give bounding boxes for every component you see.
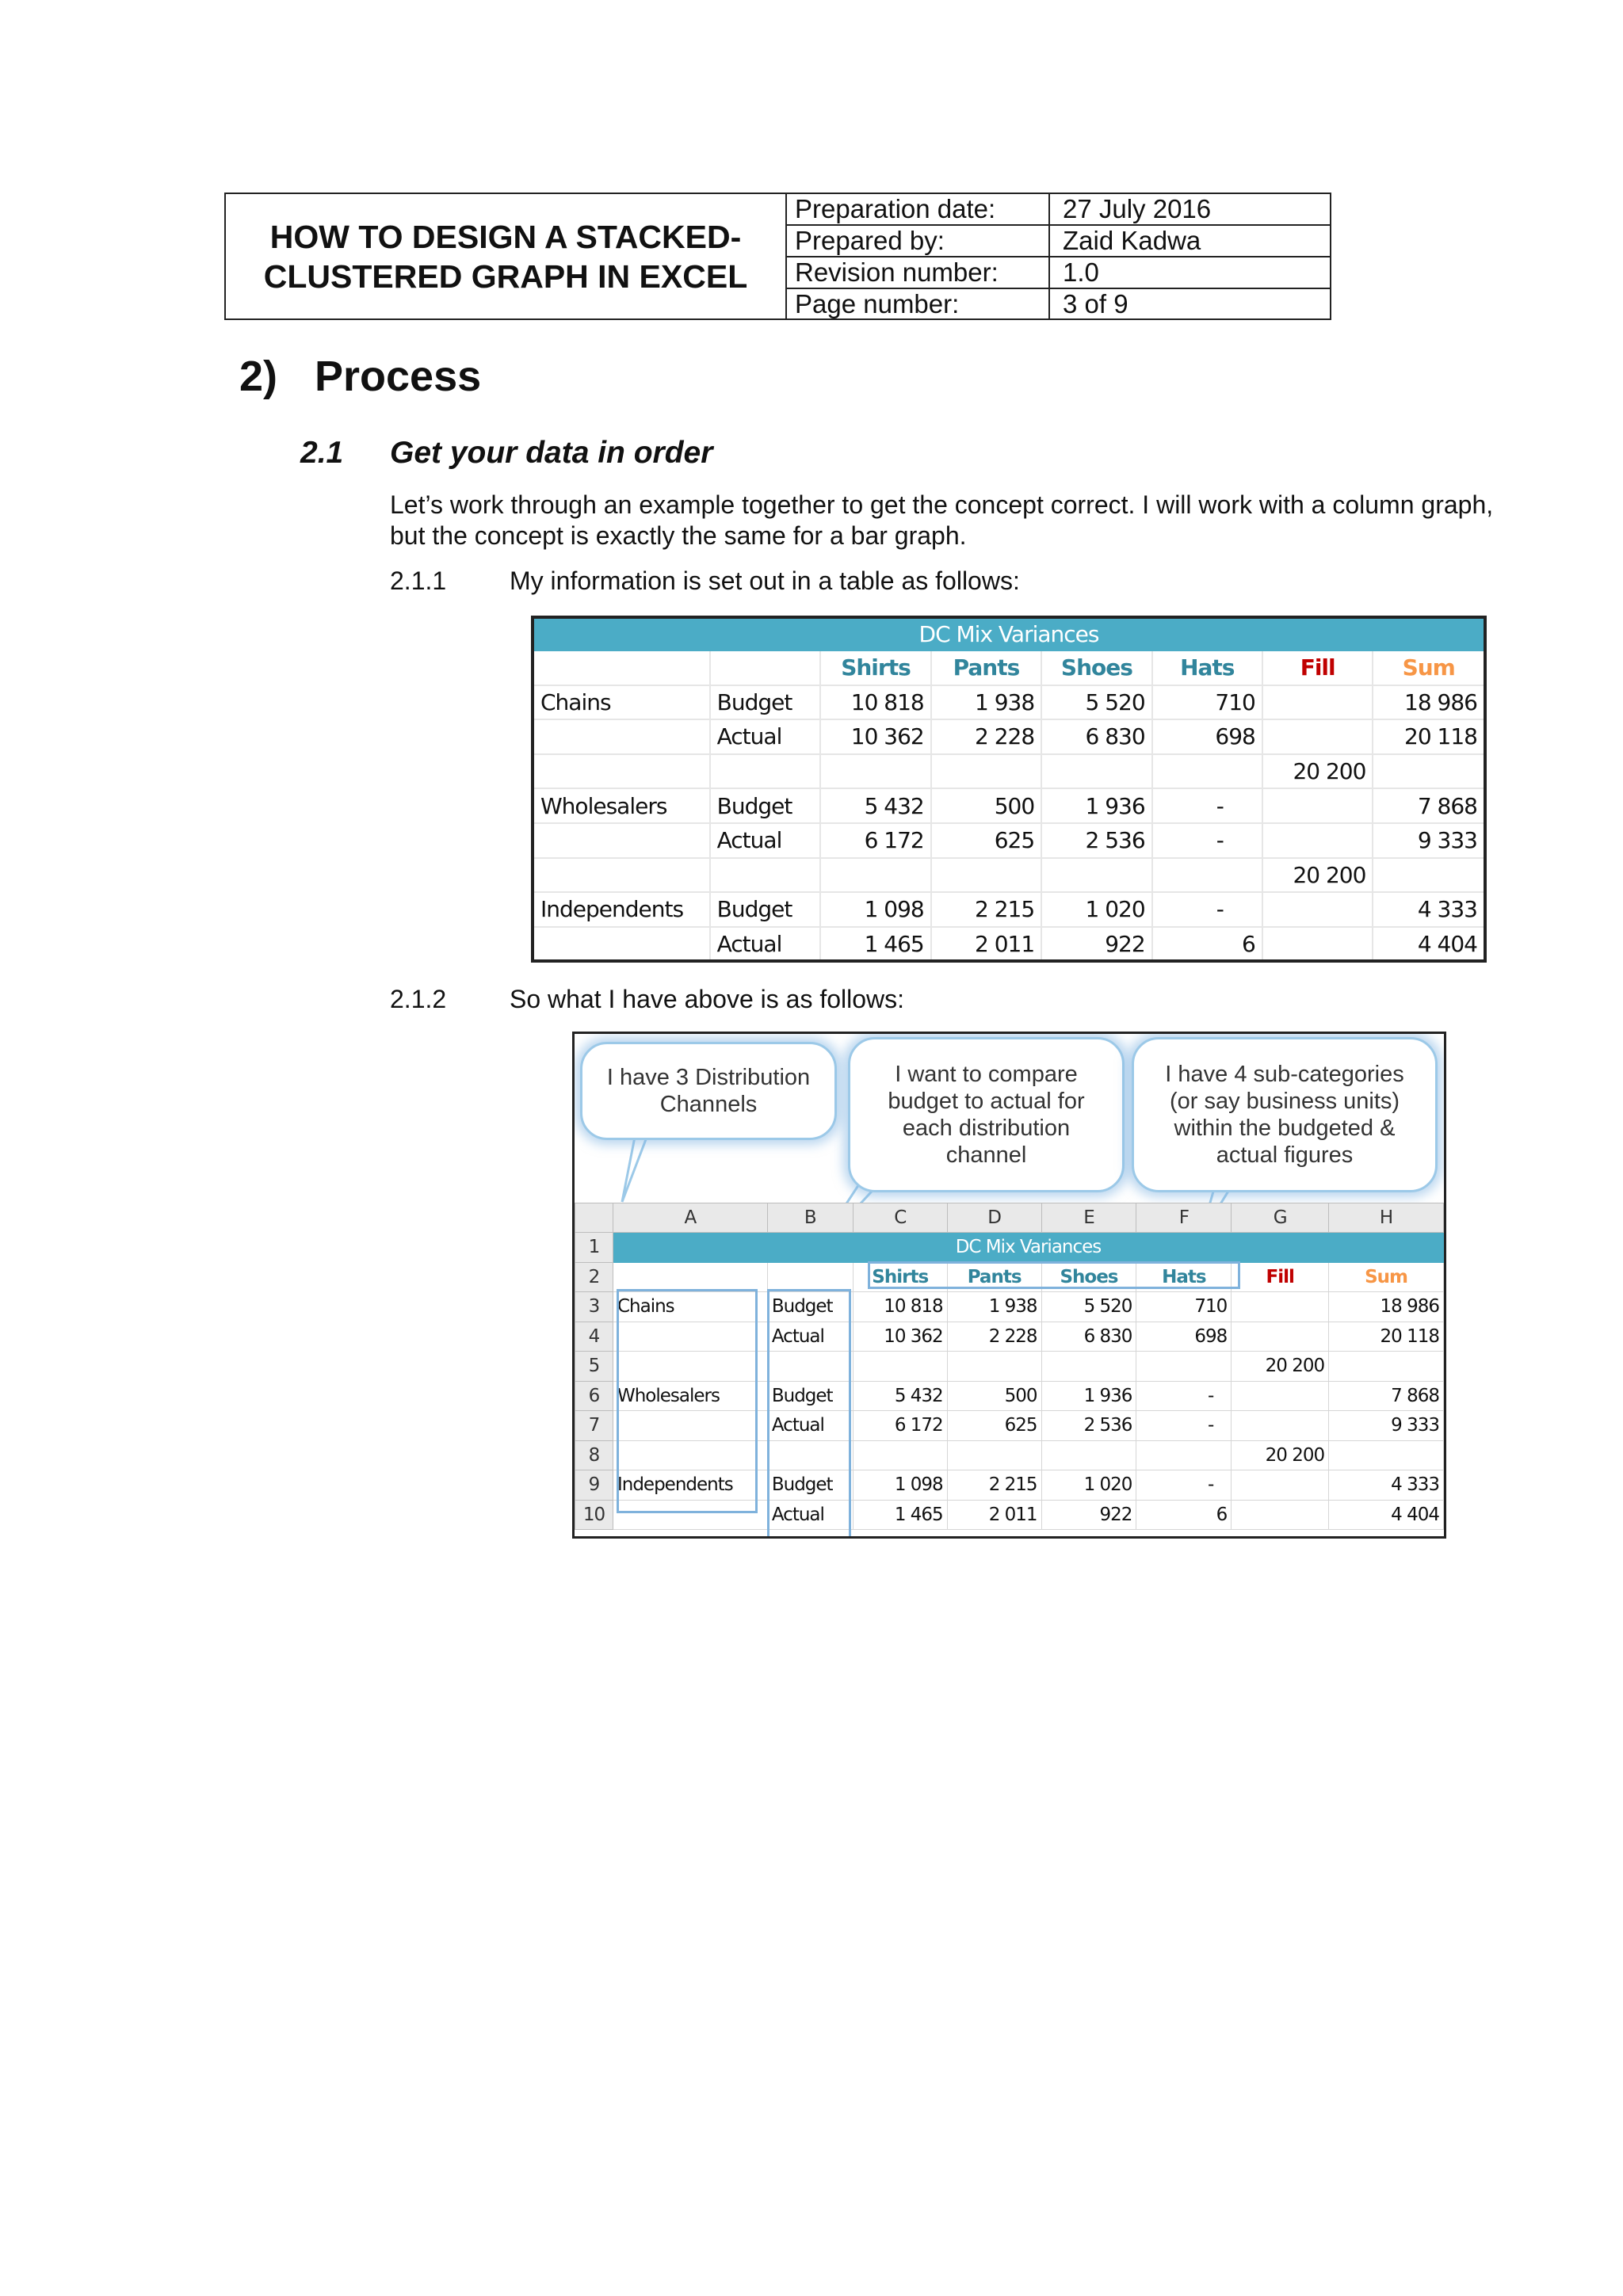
sheet-cell[interactable]: Actual [767, 1322, 853, 1352]
table-cell: 5 520 [1041, 685, 1152, 720]
column-header-d[interactable]: D [947, 1203, 1041, 1233]
sheet-cell[interactable]: Independents [613, 1470, 767, 1501]
table-cell: 18 986 [1373, 685, 1485, 720]
sheet-cell[interactable]: Wholesalers [613, 1381, 767, 1411]
document-title: HOW TO DESIGN A STACKED- CLUSTERED GRAPH IN EXCEL [263, 218, 748, 295]
column-header-b[interactable]: B [767, 1203, 853, 1233]
table-title-row [533, 617, 1485, 650]
callout-distribution-channels: I have 3 Distribution Channels [580, 1042, 837, 1140]
sheet-cell[interactable]: Budget [767, 1292, 853, 1322]
table-cell: 710 [1152, 685, 1262, 720]
table-cell: 20 200 [1262, 858, 1373, 893]
sheet-cell[interactable] [613, 1262, 767, 1292]
sheet-cell[interactable]: 6 172 [853, 1411, 947, 1441]
callout-sub-categories: I have 4 sub-categories (or say business units) within the budgeted & actual figures [1132, 1037, 1438, 1192]
row-header[interactable]: 5 [575, 1352, 613, 1382]
sheet-cell[interactable] [853, 1440, 947, 1470]
sheet-cell[interactable]: 2 215 [947, 1470, 1041, 1501]
column-header-e[interactable]: E [1041, 1203, 1136, 1233]
table-cell [1262, 719, 1373, 754]
sheet-cell[interactable]: 500 [947, 1381, 1041, 1411]
row-header[interactable]: 3 [575, 1292, 613, 1322]
sheet-title[interactable]: DC Mix Variances [613, 1233, 1443, 1263]
table-cell: 2 228 [931, 719, 1041, 754]
table-cell: - [1152, 823, 1262, 858]
sheet-cell[interactable]: Actual [767, 1500, 853, 1530]
meta-label: Revision number: [787, 257, 1050, 288]
row-type [710, 754, 821, 789]
row-channel [533, 754, 710, 789]
table-cell [1041, 754, 1152, 789]
document-meta [787, 194, 1330, 318]
row-type: Budget [710, 892, 821, 927]
table-cell: - [1152, 788, 1262, 823]
sheet-cell[interactable] [947, 1352, 1041, 1382]
meta-page-number [787, 289, 1330, 319]
table-cell: 20 200 [1262, 754, 1373, 789]
sheet-cell[interactable] [947, 1440, 1041, 1470]
section-title: Process [315, 353, 482, 400]
sheet-cell[interactable]: 10 362 [853, 1322, 947, 1352]
sheet-cell[interactable]: 1 020 [1041, 1470, 1136, 1501]
table-title: DC Mix Variances [533, 617, 1485, 650]
row-type: Actual [710, 719, 821, 754]
row-header[interactable]: 10 [575, 1500, 613, 1530]
sheet-cell[interactable]: 10 818 [853, 1292, 947, 1322]
table-cell: - [1152, 892, 1262, 927]
sheet-header-cell[interactable]: Hats [1136, 1262, 1232, 1292]
row-channel: Independents [533, 892, 710, 927]
sheet-cell[interactable] [1232, 1411, 1329, 1441]
row-header[interactable]: 6 [575, 1381, 613, 1411]
table-cell [931, 858, 1041, 893]
table-cell [1262, 685, 1373, 720]
document-title-cell [226, 194, 787, 318]
row-type: Actual [710, 823, 821, 858]
table-row [533, 788, 1485, 823]
sheet-cell[interactable] [1329, 1352, 1444, 1382]
meta-label: Prepared by: [787, 226, 1050, 256]
sheet-cell[interactable] [1136, 1352, 1232, 1382]
table-cell: 20 118 [1373, 719, 1485, 754]
table-cell [1262, 927, 1373, 962]
table-cell: 625 [931, 823, 1041, 858]
sheet-cell[interactable]: 9 333 [1329, 1411, 1444, 1441]
highlight-box-distribution-channels [617, 1289, 758, 1513]
sheet-cell[interactable]: 4 333 [1329, 1470, 1444, 1501]
table-cell [820, 858, 931, 893]
column-header-h[interactable]: H [1329, 1203, 1444, 1233]
sheet-cell[interactable]: 7 868 [1329, 1381, 1444, 1411]
table-cell: 1 936 [1041, 788, 1152, 823]
intro-paragraph: Let’s work through an example together to get the concept correct. I will work with a column graph, but the concept is exactly the same for a bar graph. [390, 490, 1494, 550]
table-row [533, 754, 1485, 789]
meta-value: 1.0 [1063, 257, 1099, 287]
sheet-cell[interactable]: 6 830 [1041, 1322, 1136, 1352]
table-cell: 698 [1152, 719, 1262, 754]
sheet-cell[interactable] [853, 1352, 947, 1382]
sheet-cell[interactable] [1232, 1470, 1329, 1501]
header-blank [533, 650, 710, 685]
sheet-cell[interactable] [1329, 1440, 1444, 1470]
sheet-cell[interactable] [767, 1262, 853, 1292]
header-pants: Pants [931, 650, 1041, 685]
row-header[interactable]: 8 [575, 1440, 613, 1470]
row-type [710, 858, 821, 893]
sheet-cell[interactable]: - [1136, 1470, 1232, 1501]
sheet-cell[interactable]: 2 536 [1041, 1411, 1136, 1441]
sheet-cell[interactable] [1041, 1352, 1136, 1382]
column-header-a[interactable]: A [613, 1203, 767, 1233]
sheet-header-cell[interactable]: Shirts [853, 1262, 947, 1292]
column-header-g[interactable]: G [1232, 1203, 1329, 1233]
table-cell [1373, 754, 1485, 789]
header-shirts: Shirts [820, 650, 931, 685]
table-cell [1262, 892, 1373, 927]
row-channel [533, 823, 710, 858]
table-cell: 4 333 [1373, 892, 1485, 927]
sheet-cell[interactable]: 1 098 [853, 1470, 947, 1501]
sheet-row [575, 1233, 1444, 1263]
meta-value: Zaid Kadwa [1063, 226, 1201, 255]
row-header[interactable]: 9 [575, 1470, 613, 1501]
sheet-cell[interactable]: 18 986 [1329, 1292, 1444, 1322]
meta-label: Preparation date: [787, 194, 1050, 224]
excel-screenshot-figure [572, 1032, 1446, 1539]
table-cell: 10 362 [820, 719, 931, 754]
dc-mix-variances-table [531, 616, 1487, 963]
table-cell: 1 098 [820, 892, 931, 927]
table-row [533, 892, 1485, 927]
table-cell: 922 [1041, 927, 1152, 962]
column-header-f[interactable]: F [1136, 1203, 1232, 1233]
sheet-cell[interactable]: 5 520 [1041, 1292, 1136, 1322]
table-cell: 7 868 [1373, 788, 1485, 823]
sheet-cell[interactable]: Chains [613, 1292, 767, 1322]
row-header[interactable]: 1 [575, 1233, 613, 1263]
table-cell: 1 465 [820, 927, 931, 962]
paragraph-text: My information is set out in a table as follows: [510, 566, 1020, 595]
sheet-cell[interactable] [1041, 1440, 1136, 1470]
header-sum: Sum [1373, 650, 1485, 685]
table-cell: 2 011 [931, 927, 1041, 962]
sheet-cell[interactable]: 1 465 [853, 1500, 947, 1530]
table-cell: 6 [1152, 927, 1262, 962]
table-row [533, 858, 1485, 893]
header-hats: Hats [1152, 650, 1262, 685]
sheet-header-cell[interactable]: Sum [1329, 1262, 1444, 1292]
sheet-cell[interactable]: 625 [947, 1411, 1041, 1441]
table-cell: 2 536 [1041, 823, 1152, 858]
row-channel [533, 927, 710, 962]
row-channel: Wholesalers [533, 788, 710, 823]
sheet-cell[interactable]: 20 200 [1232, 1352, 1329, 1382]
row-type: Actual [710, 927, 821, 962]
sheet-cell[interactable]: 2 011 [947, 1500, 1041, 1530]
sheet-cell[interactable]: 2 228 [947, 1322, 1041, 1352]
section-number: 2) [239, 353, 278, 400]
document-header [224, 193, 1331, 320]
sheet-cell[interactable] [1232, 1292, 1329, 1322]
header-blank [710, 650, 821, 685]
table-row [533, 719, 1485, 754]
subsection-title: Get your data in order [390, 436, 713, 470]
table-cell [931, 754, 1041, 789]
sheet-cell[interactable]: 20 118 [1329, 1322, 1444, 1352]
meta-preparation-date [787, 194, 1330, 226]
sheet-header-cell[interactable]: Shoes [1041, 1262, 1136, 1292]
highlight-box-budget-actual [767, 1289, 851, 1539]
column-header-c[interactable]: C [853, 1203, 947, 1233]
table-cell: 9 333 [1373, 823, 1485, 858]
sheet-cell[interactable] [1136, 1440, 1232, 1470]
sheet-cell[interactable]: 5 432 [853, 1381, 947, 1411]
paragraph-text: So what I have above is as follows: [510, 985, 905, 1013]
meta-label: Page number: [787, 289, 1050, 319]
table-cell [1041, 858, 1152, 893]
meta-prepared-by [787, 226, 1330, 257]
header-shoes: Shoes [1041, 650, 1152, 685]
meta-value: 3 of 9 [1063, 289, 1128, 318]
sheet-cell[interactable] [1232, 1322, 1329, 1352]
row-header[interactable]: 4 [575, 1322, 613, 1352]
row-type: Budget [710, 788, 821, 823]
sheet-cell[interactable] [1232, 1381, 1329, 1411]
row-type: Budget [710, 685, 821, 720]
sheet-cell[interactable]: - [1136, 1381, 1232, 1411]
row-channel [533, 719, 710, 754]
row-channel: Chains [533, 685, 710, 720]
sheet-cell[interactable]: 4 404 [1329, 1500, 1444, 1530]
sheet-cell[interactable]: Budget [767, 1381, 853, 1411]
table-row [533, 927, 1485, 962]
subsection-number: 2.1 [300, 436, 344, 470]
sheet-cell[interactable]: 1 938 [947, 1292, 1041, 1322]
sheet-cell[interactable]: Budget [767, 1470, 853, 1501]
sheet-cell[interactable]: 20 200 [1232, 1440, 1329, 1470]
table-cell [1152, 754, 1262, 789]
sheet-cell[interactable]: 1 936 [1041, 1381, 1136, 1411]
meta-value: 27 July 2016 [1063, 194, 1212, 223]
table-cell: 500 [931, 788, 1041, 823]
table-cell: 6 172 [820, 823, 931, 858]
select-all-corner[interactable] [575, 1203, 613, 1233]
table-cell [1373, 858, 1485, 893]
paragraph-number: 2.1.2 [390, 985, 447, 1013]
table-row [533, 685, 1485, 720]
table-cell: 4 404 [1373, 927, 1485, 962]
sheet-column-headers [575, 1203, 1444, 1233]
row-header[interactable]: 7 [575, 1411, 613, 1441]
sheet-cell[interactable]: 922 [1041, 1500, 1136, 1530]
table-cell: 5 432 [820, 788, 931, 823]
sheet-cell[interactable]: - [1136, 1411, 1232, 1441]
meta-revision-number [787, 257, 1330, 289]
table-cell [1262, 823, 1373, 858]
table-cell: 10 818 [820, 685, 931, 720]
row-header[interactable]: 2 [575, 1262, 613, 1292]
table-cell [1262, 788, 1373, 823]
paragraph-number: 2.1.1 [390, 566, 447, 595]
sheet-cell[interactable] [1232, 1500, 1329, 1530]
table-cell: 6 830 [1041, 719, 1152, 754]
table-cell: 1 020 [1041, 892, 1152, 927]
sheet-cell[interactable]: 698 [1136, 1322, 1232, 1352]
table-cell [820, 754, 931, 789]
highlight-box-sub-categories [868, 1261, 1240, 1289]
table-row [533, 823, 1485, 858]
table-cell: 2 215 [931, 892, 1041, 927]
row-channel [533, 858, 710, 893]
sheet-cell[interactable]: 6 [1136, 1500, 1232, 1530]
sheet-cell[interactable]: 710 [1136, 1292, 1232, 1322]
sheet-header-cell[interactable]: Fill [1232, 1262, 1329, 1292]
table-header-row [533, 650, 1485, 685]
table-cell: 1 938 [931, 685, 1041, 720]
sheet-header-cell[interactable]: Pants [947, 1262, 1041, 1292]
table-cell [1152, 858, 1262, 893]
header-fill: Fill [1262, 650, 1373, 685]
sheet-cell[interactable]: Actual [767, 1411, 853, 1441]
callout-budget-vs-actual: I want to compare budget to actual for each distribution channel [848, 1037, 1125, 1192]
